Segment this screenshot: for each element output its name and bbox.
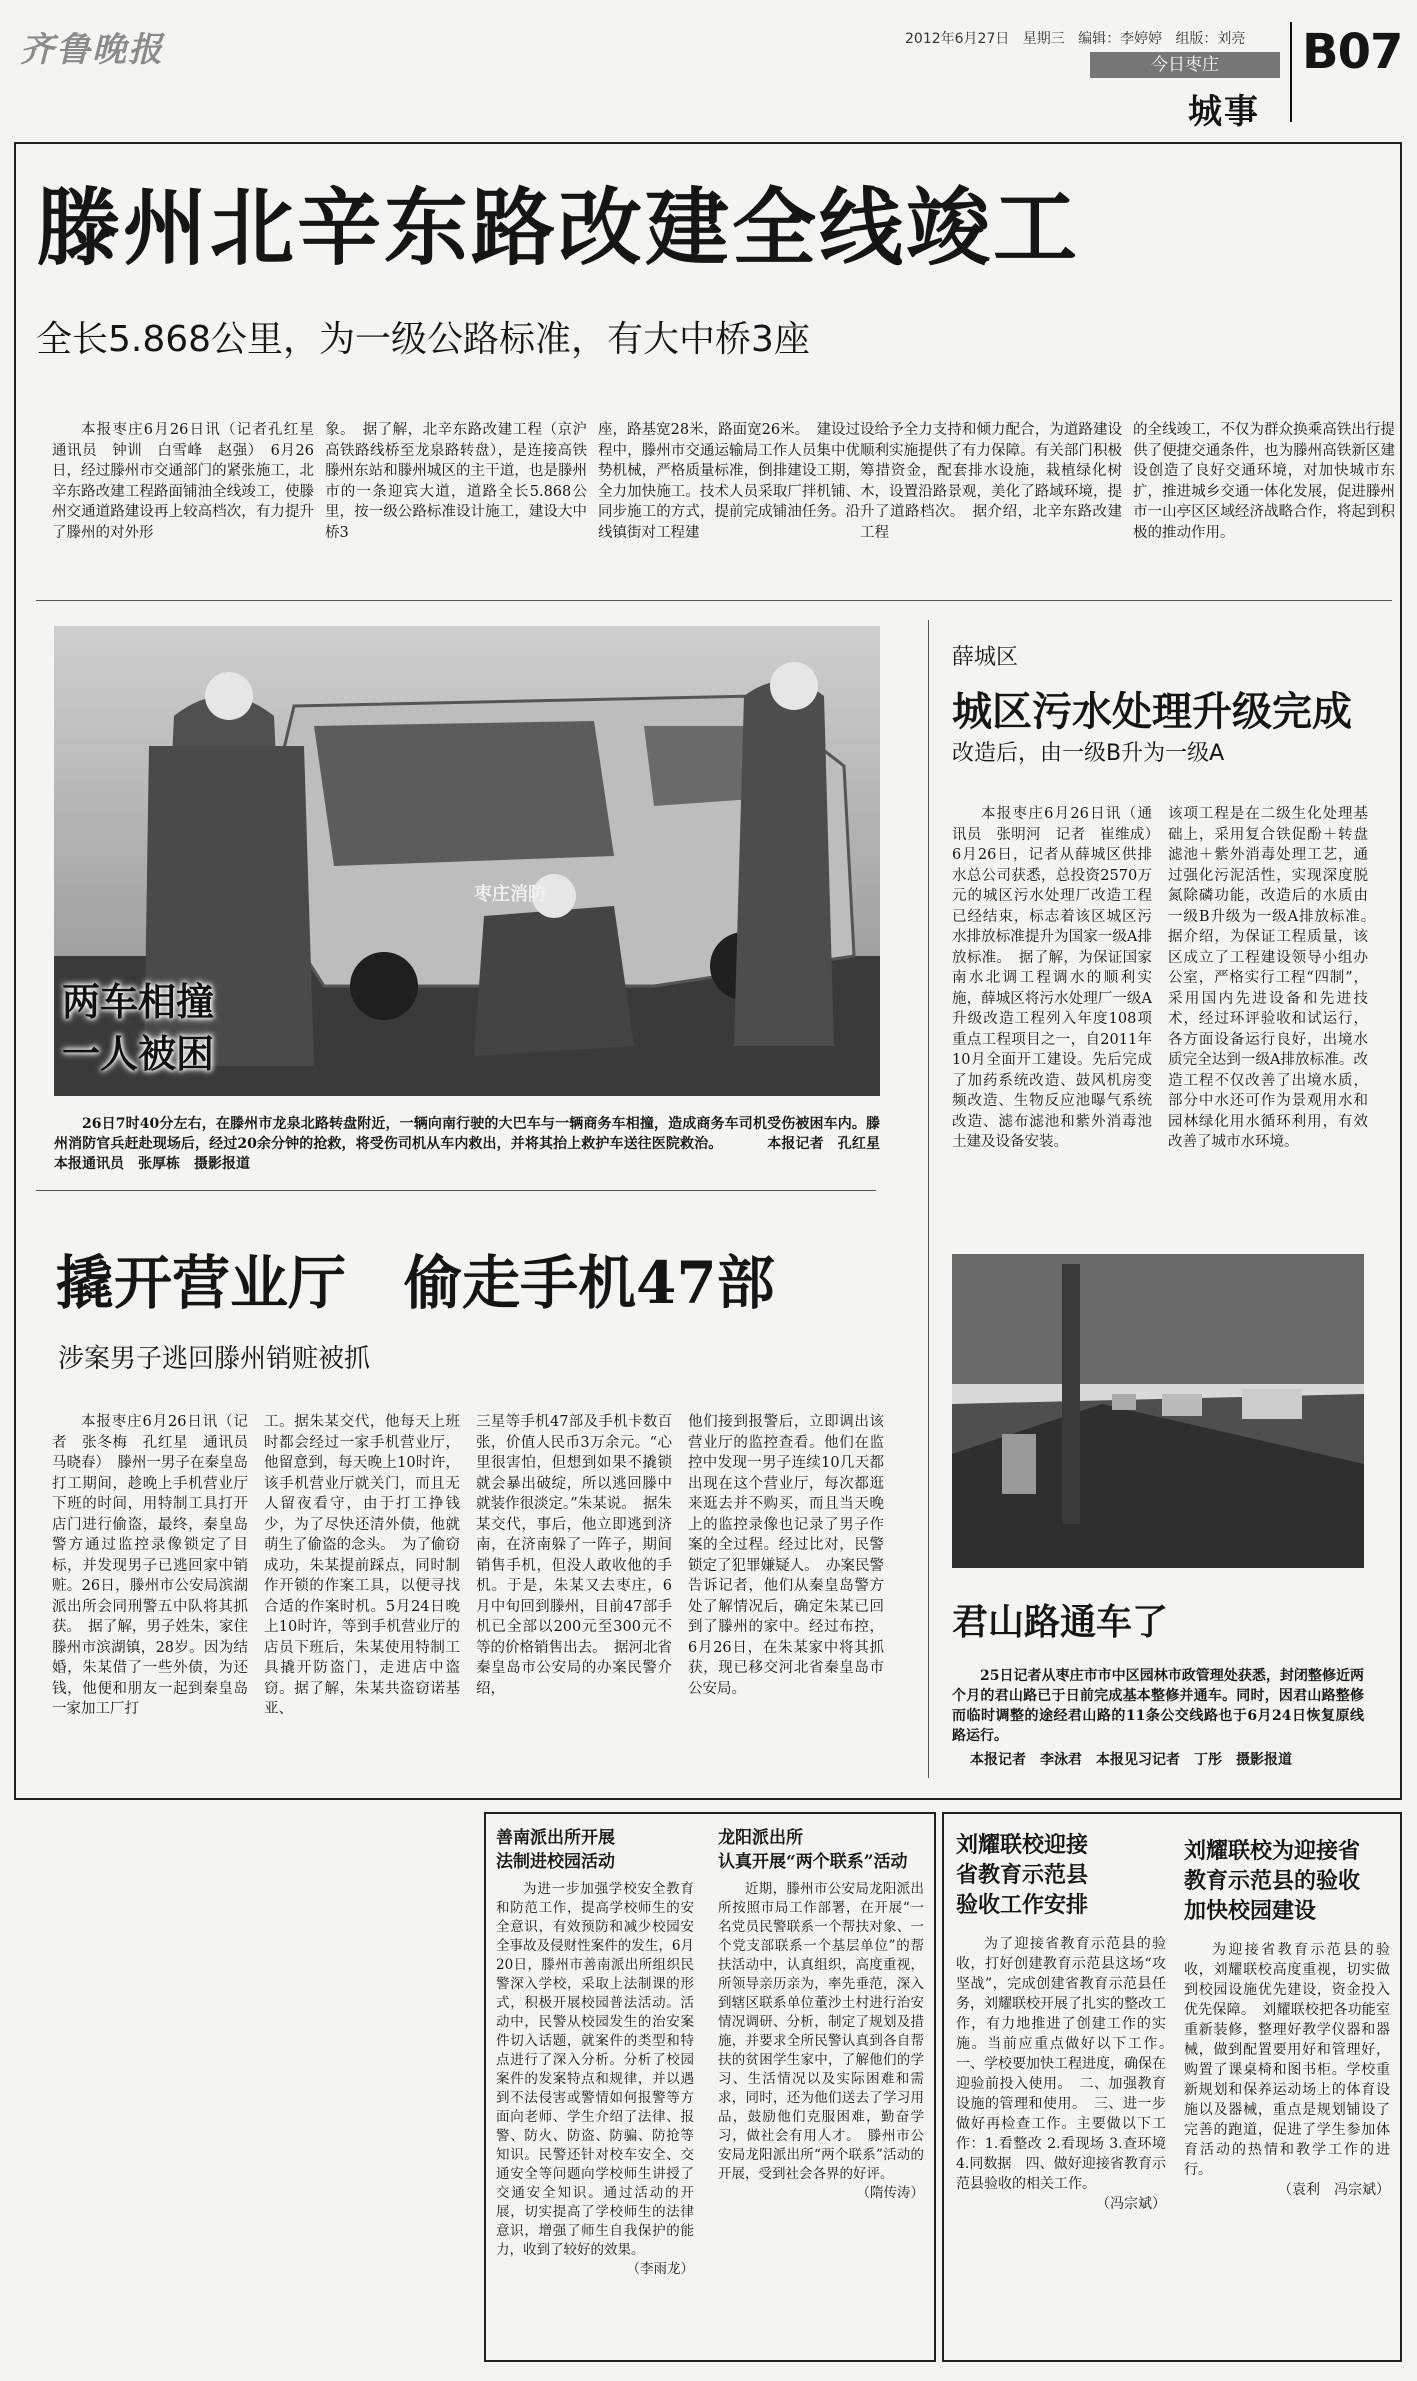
brief-c-title-line-3: 验收工作安排 [956,1892,1089,1918]
brief-c-title-line-1: 刘耀联校迎接 [956,1832,1089,1858]
issue-date: 2012年6月27日 [905,31,1010,47]
lead-subtitle: 全长5.868公里，为一级公路标准，有大中桥3座 [36,319,810,360]
photo-credit: 本报记者 孔红星 本报通讯员 张厚栋 摄影报道 [54,1136,895,1172]
road-caption [952,1666,1364,1746]
theft-title: 撬开营业厅 偷走手机47部 [56,1249,775,1317]
brief-d-title-line-1: 刘耀联校为迎接省 [1184,1838,1361,1864]
vertical-divider [928,620,929,1778]
photo-overlay-text [62,976,214,1080]
layout-credit: 组版：刘亮 [1175,31,1246,47]
lead-paragraph: 设给予全力支持和倾力配合，为道路建设顺利实施提供了有力保障。有关部门积极筹措资金，配套排水设施，栽植绿化树木，设置沿路景观，美化了路域环境，提升了道路档次。 据介绍，北辛东路改建工程 [860,422,1122,541]
brief-b-title-line-2: 认真开展“两个联系”活动 [718,1852,908,1872]
sewage-title: 城区污水处理升级完成 [952,688,1352,735]
lead-column-3 [598,420,860,543]
accident-caption [54,1114,895,1174]
lead-paragraph: 本报枣庄6月26日讯（记者孔红星 通讯员 钟训 白雪峰 赵强） 6月26日，经过滕州市交通部门的紧张施工，北辛东路改建工程路面铺油全线竣工，使滕州交通道路建设再上较高档次，有力提升了滕州的对外形 [52,422,329,541]
theft-paragraph: 三星等手机47部及手机卡数百张，价值人民币3万余元。“心里很害怕，但想到如果不撬锁就会暴出破绽，所以逃回滕中就装作很淡定。”朱某说。 据朱某交代，事后，他立即逃到济南，在济南躲了一阵子，期间销售手机，但没人敢收他的手机。于是，朱某又去枣庄，6月中旬回到滕州，目前47部手机已全部以200元至300元不等的价格销售出去。 据河北省秦皇岛市公安局的办案民警介绍， [476,1414,672,1697]
brief-a-author: （李雨龙） [626,2261,694,2277]
lead-title: 滕州北辛东路改建全线竣工 [36,178,1081,277]
page-number: B07 [1302,24,1403,80]
brief-a-text: 为进一步加强学校安全教育和防范工作，提高学校师生的安全意识，有效预防和减少校园安全事故及侵财性案件的发生，6月20日，滕州市善南派出所组织民警深入学校，采取上法制课的形式，积极开展校园普法活动。活动中，民警从校园发生的治安案件切入话题，就案件的类型和特点进行了深入分析。分析了校园案件的发案特点和规律，并以遇到不法侵害或警情如何报警等方面向老师、学生介绍了法律、报警、防火、防盗、防骗、防抢等知识。民警还针对校车安全、交通安全等问题向学校师生讲授了交通安全知识。通过活动的开展，切实提高了学校师生的法律意识，增强了师生自我保护的能力，收到了较好的效果。 [496,1881,694,2258]
theft-column-2 [264,1412,460,1720]
sewage-column-2 [1168,804,1383,1153]
theft-column-4 [688,1412,884,1699]
road-caption-text: 25日记者从枣庄市市中区园林市政管理处获悉，封闭整修近两个月的君山路已于日前完成基本整修并通车。同时，因君山路整修而临时调整的途经君山路的11条公交线路也于6月24日恢复原线路运行。 [952,1668,1364,1744]
overlay-line-2: 一人被困 [62,1031,215,1076]
road-credit: 本报记者 李泳君 本报见习记者 丁彤 摄影报道 [970,1752,1292,1768]
lead-column-5 [1133,420,1395,543]
road-photo-image [952,1254,1364,1568]
issue-weekday: 星期三 [1022,31,1065,47]
brief-c-title-line-2: 省教育示范县 [956,1862,1089,1888]
lead-column-1 [52,420,329,543]
brief-a-title-line-1: 善南派出所开展 [496,1828,615,1848]
lead-paragraph: 座，路基宽28米，路面宽26米。 建设过程中，滕州市交通运输局工作人员集中优势机械，严格质量标准，倒排建设工期，全力加快施工。技术人员采取厂拌机铺、同步施工的方式，提前完成铺油任务。沿线镇街对工程建 [598,422,860,541]
theft-paragraph: 本报枣庄6月26日讯（记者 张冬梅 孔红星 通讯员 马晓春） 滕州一男子在秦皇岛打工期间，趁晚上手机营业厅下班的时间，用特制工具打开店门进行偷盗，最终，秦皇岛警方通过监控录像锁定了目标，并发现男子已逃回家中销赃。26日，滕州市公安局滨湖派出所会同刑警五中队将其抓获。 据了解，男子姓朱，家住滕州市滨湖镇，28岁。因为结婚，朱某借了一些外债，为还钱，他便和朋友一起到秦皇岛一家加工厂打 [52,1414,263,1717]
lead-paragraph: 的全线竣工，不仅为群众换乘高铁出行提供了便捷交通条件，也为滕州高铁新区建设创造了良好交通环境，对加快城市东扩，推进城乡交通一体化发展，促进滕州市一山亭区区域经济战略合作，将起到积极的推动作用。 [1133,422,1395,541]
sewage-subtitle: 改造后，由一级B升为一级A [952,741,1225,766]
lead-column-2 [325,420,587,543]
brief-d-title [1184,1836,1360,1926]
fire-truck-label: 枣庄消防 [474,884,546,905]
brief-b-text: 近期，滕州市公安局龙阳派出所按照市局工作部署，在开展“一名党员民警联系一个帮扶对象、一个党支部联系一个基层单位”的帮扶活动中，认真组织，高度重视，所领导亲历亲为，率先垂范，深入到辖区联系单位董沙土村进行治安情况调研、分析，制定了规划及措施，并要求全所民警认真到各自帮扶的贫困学生家中，了解他们的学习、生活情况以及实际困难和需求，同时，还为他们送去了学习用品，鼓励他们克服困难，勤奋学习，做社会有用人才。 滕州市公安局龙阳派出所“两个联系”活动的开展，受到社会各界的好评。 [718,1881,924,2182]
brief-d-title-line-2: 教育示范县的验收 [1184,1868,1361,1894]
brief-c-author: （冯宗斌） [1096,2196,1166,2212]
brief-d-body [1184,1940,1390,2200]
brief-b-title [718,1826,908,1874]
brief-b-title-line-1: 龙阳派出所 [718,1828,803,1848]
masthead-divider [1290,22,1292,122]
brief-c-title [956,1830,1088,1920]
theft-subtitle: 涉案男子逃回滕州销赃被抓 [58,1344,371,1374]
brief-d-text: 为迎接省教育示范县的验收，刘耀联校高度重视，切实做到校园设施优先建设，资金投入优先保障。 刘耀联校把各功能室重新装修，整理好教学仪器和器械，做到配置要用好和管理好，购置了课桌椅和图书柜。学校重新规划和保养运动场上的体育设施以及器械，重点是规划铺设了完善的跑道，促进了学生参加体育活动的热情和教学工作的进行。 [1184,1942,1390,2178]
brief-d-title-line-3: 加快校园建设 [1184,1898,1317,1924]
brief-b-author: （隋传涛） [856,2185,924,2201]
sewage-kicker: 薛城区 [952,645,1019,670]
road-title: 君山路通车了 [952,1601,1169,1643]
sewage-paragraph: 该项工程是在二级生化处理基础上，采用复合铁促酚＋转盘滤池＋紫外消毒处理工艺，通过强化污泥活性，实现深度脱氮除磷功能，改造后的水质由一级B升级为一级A排放标准。 据介绍，为保证工程质量，该区成立了工程建设领导小组办公室，严格实行工程“四制”，采用国内先进设备和先进技术，经过环评验收和试运行，各方面设备运行良好，出境水质完全达到一级A排放标准。改造工程不仅改善了出境水质，部分中水还可作为景观用水和园林绿化用水循环利用，有效改善了城市水环境。 [1168,806,1383,1150]
brief-c-body [956,1934,1180,2214]
accident-photo [54,626,880,1096]
brief-a-title [496,1826,615,1874]
theft-column-3 [476,1412,672,1699]
lead-column-4 [860,420,1122,543]
lead-paragraph: 象。 据了解，北辛东路改建工程（京沪高铁路线桥至龙泉路转盘），是连接高铁滕州东站和滕州城区的主干道，也是滕州市的一条迎宾大道，道路全长5.868公里，按一级公路标准设计施工，建设大中桥3 [325,422,587,541]
theft-paragraph: 工。据朱某交代，他每天上班时都会经过一家手机营业厅，他留意到，每天晚上10时许，该手机营业厅就关门，而且无人留夜看守，由于打工挣钱少，为了尽快还清外债，他就萌生了偷盗的念头。 为了偷窃成功，朱某提前踩点，同时制作开锁的作案工具，以便寻找合适的作案时机。5月24日晚上10时许，等到手机营业厅的店员下班后，朱某使用特制工具撬开防盗门，走进店中盗窃。据了解，朱某共盗窃诺基亚、 [264,1414,460,1717]
section-name: 城事 [1188,92,1260,132]
theft-paragraph: 他们接到报警后，立即调出该营业厅的监控查看。他们在监控中发现一男子连续10几天都出现在这个营业厅，每次都逛来逛去并不购买，而且当天晚上的监控录像也记录了男子作案的全过程。经过比对，民警锁定了犯罪嫌疑人。 办案民警告诉记者，他们从秦皇岛警方处了解情况后，确定朱某已回到了滕州的家中。经过布控，6月26日，在朱某家中将其抓获，现已移交河北省秦皇岛市公安局。 [688,1414,884,1697]
brief-d-author: （袁利 冯宗斌） [1278,2182,1390,2198]
overlay-line-1: 两车相撞 [62,979,215,1024]
brief-a-title-line-2: 法制进校园活动 [496,1852,615,1872]
road-photo [952,1254,1364,1568]
brief-c-text: 为了迎接省教育示范县的验收，打好创建教育示范县这场“攻坚战”，完成创建省教育示范县任务，刘耀联校开展了扎实的整改工作，有力地推进了创建工作的实施。当前应重点做好以下工作。 一、学校要加快工程进度，确保在迎验前投入使用。 二、加强教育设施的管理和使用。 三、进一步做好再检查工作。主要做以下工作：1.看整改 2.看现场 3.查环境 4.同数据 四、做好迎接省教育示范县验收的相关工作。 [956,1936,1180,2192]
theft-column-1 [52,1412,263,1720]
lead-divider [36,600,1392,601]
editor-credit: 编辑：李婷婷 [1078,31,1163,47]
brief-b-body [718,1880,924,2203]
section-tag: 今日枣庄 [1090,52,1280,78]
caption-text: 26日7时40分左右，在滕州市龙泉北路转盘附近，一辆向南行驶的大巴车与一辆商务车相撞，造成商务车司机受伤被困车内。滕州消防官兵赶赴现场后，经过20余分钟的抢救，将受伤司机从车内救出，并将其抬上救护车送往医院救治。 [54,1116,880,1152]
masthead [0,0,1417,142]
sewage-column-1 [952,804,1167,1153]
newspaper-logo: 齐鲁晚报 [20,30,164,70]
sewage-paragraph: 本报枣庄6月26日讯（通讯员 张明河 记者 崔维成） 6月26日，记者从薛城区供排水总公司获悉，总投资2570万元的城区污水处理厂改造工程已经结束，标志着该区城区污水排放标准提升为国家一级A排放标准。 据了解，为保证国家南水北调工程调水的顺利实施，薛城区将污水处理厂一级A升级改造工程列入年度108项重点工程项目之一，自2011年10月全面开工建设。先后完成了加药系统改造、鼓风机房变频改造、生物反应池曝气系统改造、滤布滤池和紫外消毒池土建及设备安装。 [952,806,1167,1150]
middle-divider [36,1190,876,1191]
issue-info [905,28,1245,48]
brief-a-body [496,1880,694,2279]
